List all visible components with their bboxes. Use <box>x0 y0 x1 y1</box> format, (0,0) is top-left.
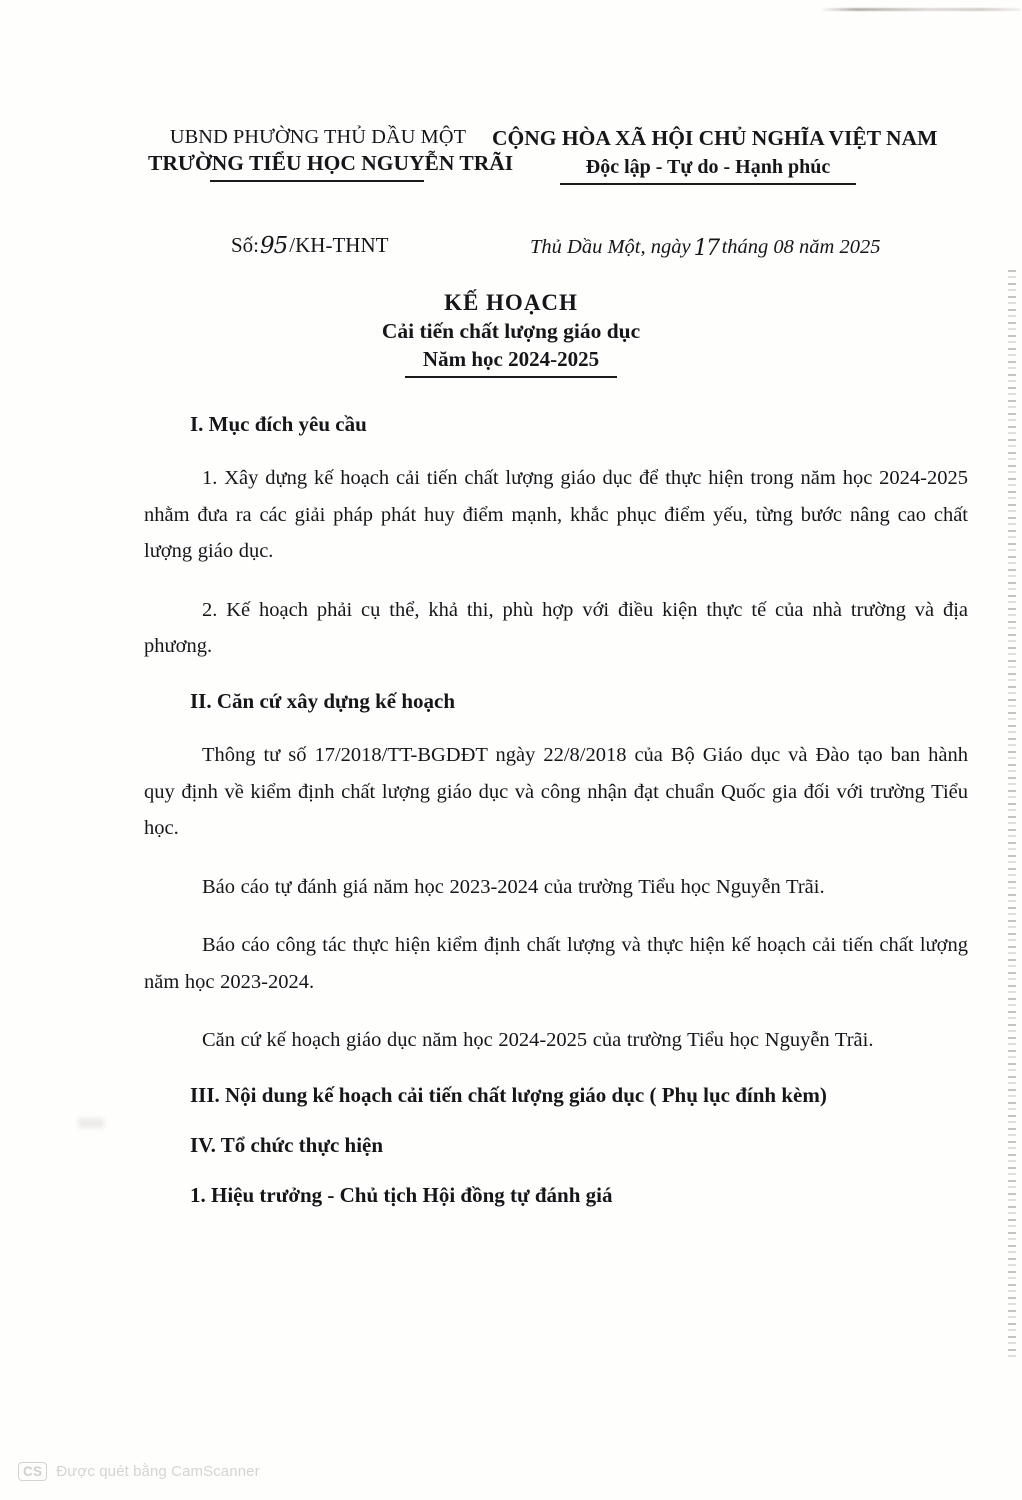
issuing-authority-line: UBND PHƯỜNG THỦ DẦU MỘT <box>169 126 467 148</box>
section-ii-paragraph-4: Căn cứ kế hoạch giáo dục năm học 2024-2025 của trường Tiểu học Nguyễn Trãi. <box>202 1029 874 1052</box>
document-dateline <box>530 234 880 259</box>
letterhead-left-block <box>148 126 514 182</box>
camscanner-label: Được quét bằng CamScanner <box>56 1463 260 1480</box>
section-i-paragraph-2: 2. Kế hoạch phải cụ thể, khả thi, phù hợp với điều kiện thực tế của nhà trường và địa phương. <box>144 598 968 658</box>
section-ii-paragraph-3: Báo cáo công tác thực hiện kiểm định chất lượng và thực hiện kế hoạch cải tiến chất lượng năm học 2023-2024. <box>144 934 968 993</box>
dateline-place: Thủ Dầu Một, ngày <box>530 236 691 258</box>
section-heading-i: I. Mục đích yêu cầu <box>190 412 367 436</box>
section-ii-paragraph-1: Thông tư số 17/2018/TT-BGDĐT ngày 22/8/2018 của Bộ Giáo dục và Đào tạo ban hành quy định về kiểm định chất lượng giáo dục và công nhận đạt chuẩn Quốc gia đối với trường Tiểu học. <box>144 744 968 840</box>
dateline-month-year: tháng 08 năm 2025 <box>721 236 881 258</box>
document-title-block <box>0 290 1022 378</box>
reference-and-date-row <box>0 232 1022 272</box>
handwritten-day: 17 <box>693 236 719 261</box>
section-heading-iii: III. Nội dung kế hoạch cải tiến chất lượng giáo dục ( Phụ lục đính kèm) <box>190 1082 827 1107</box>
reference-prefix: Số: <box>231 233 260 257</box>
national-title-line: CỘNG HÒA XÃ HỘI CHỦ NGHĨA VIỆT NAM <box>492 126 938 150</box>
title-underline-rule <box>405 376 617 378</box>
letterhead-left-rule <box>210 180 424 182</box>
section-heading-iv: IV. Tổ chức thực hiện <box>190 1132 384 1157</box>
title-subtitle-topic: Cải tiến chất lượng giáo dục <box>381 319 641 343</box>
letterhead-right-block <box>492 126 938 185</box>
page-title: KẾ HOẠCH <box>444 290 578 315</box>
section-iv-item-1: 1. Hiệu trưởng - Chủ tịch Hội đồng tự đánh giá <box>190 1183 613 1208</box>
scan-paper-edge-right <box>1008 270 1016 1360</box>
handwritten-document-number: 95 <box>260 233 288 259</box>
letterhead-right-rule <box>560 183 856 185</box>
section-ii-paragraph-2: Báo cáo tự đánh giá năm học 2023-2024 của trường Tiểu học Nguyễn Trãi. <box>202 875 825 898</box>
school-name-line: TRƯỜNG TIỂU HỌC NGUYỄN TRÃI <box>148 151 514 175</box>
camscanner-logo-icon: CS <box>18 1462 47 1481</box>
scan-smudge-artifact <box>78 1118 104 1128</box>
document-body <box>144 410 968 1232</box>
reference-suffix: /KH-THNT <box>289 233 389 257</box>
letterhead <box>0 126 1022 206</box>
title-subtitle-schoolyear: Năm học 2024-2025 <box>422 347 600 371</box>
section-i-paragraph-1: 1. Xây dựng kế hoạch cải tiến chất lượng giáo dục để thực hiện trong năm học 2024-2025 nhằm đưa ra các giải pháp phát huy điểm mạnh, khắc phục điểm yếu, từng bước nâng cao chất lượng giáo dục. <box>144 467 968 563</box>
section-heading-ii: II. Căn cứ xây dựng kế hoạch <box>190 688 456 713</box>
camscanner-watermark <box>18 1462 260 1481</box>
national-motto-line: Độc lập - Tự do - Hạnh phúc <box>585 156 831 178</box>
scan-paper-edge-top <box>820 8 1020 11</box>
document-reference-number <box>231 232 388 258</box>
